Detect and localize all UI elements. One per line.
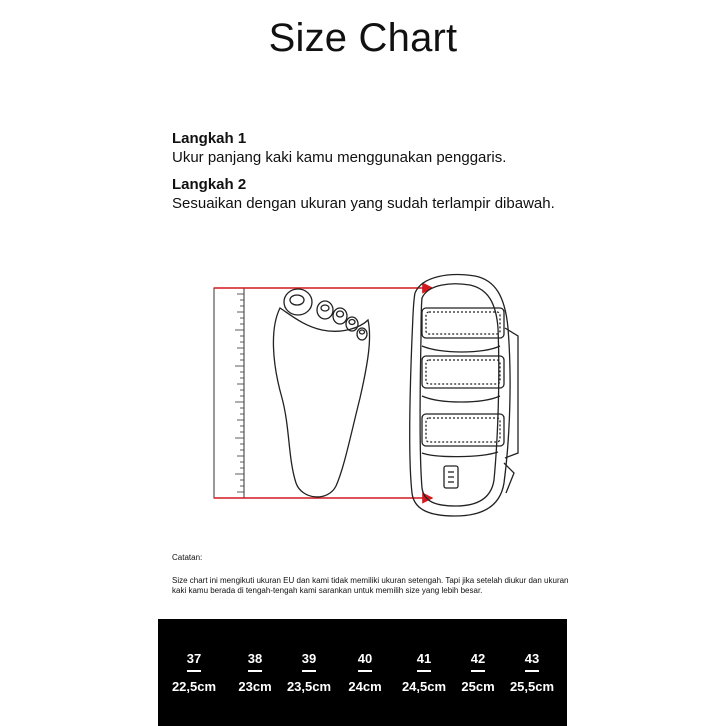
size-col-42	[448, 651, 508, 695]
size-cm: 25,5cm	[509, 679, 555, 694]
size-col-37	[164, 651, 224, 695]
size-col-39	[279, 651, 339, 695]
size-cm: 24cm	[348, 679, 382, 694]
divider	[417, 670, 431, 672]
size-eu: 43	[524, 651, 540, 666]
divider	[471, 670, 485, 672]
size-eu: 41	[416, 651, 432, 666]
size-eu: 42	[470, 651, 486, 666]
ruler-icon	[214, 288, 244, 498]
size-cm: 24,5cm	[401, 679, 447, 694]
size-col-38	[225, 651, 285, 695]
notes-body: Size chart ini mengikuti ukuran EU dan kami tidak memiliki ukuran setengah. Tapi jika setelah diukur dan ukuran kaki kamu berada di tengah-tengah kami sarankan untuk memilih size yang lebih besar.	[172, 576, 569, 595]
divider	[187, 670, 201, 672]
page-title: Size Chart	[268, 16, 458, 60]
size-cm: 23cm	[238, 679, 272, 694]
size-eu: 38	[247, 651, 263, 666]
divider	[248, 670, 262, 672]
step-2-heading: Langkah 2	[172, 176, 247, 193]
measurement-illustration	[200, 268, 530, 523]
arrow-icon	[214, 288, 432, 498]
size-cm: 23,5cm	[286, 679, 332, 694]
size-col-41	[394, 651, 454, 695]
size-eu: 37	[186, 651, 202, 666]
divider	[302, 670, 316, 672]
step-1-text: Ukur panjang kaki kamu menggunakan penggaris.	[172, 149, 507, 166]
size-col-43	[502, 651, 562, 695]
size-col-40	[335, 651, 395, 695]
step-1-heading: Langkah 1	[172, 130, 247, 147]
notes	[172, 553, 572, 596]
instructions	[172, 130, 632, 222]
divider	[525, 670, 539, 672]
size-eu: 39	[301, 651, 317, 666]
sandal-icon	[410, 275, 518, 516]
divider	[358, 670, 372, 672]
size-cm: 22,5cm	[171, 679, 217, 694]
notes-heading: Catatan:	[172, 553, 203, 562]
step-2-text: Sesuaikan dengan ukuran yang sudah terlampir dibawah.	[172, 195, 555, 212]
foot-outline-icon	[273, 289, 369, 497]
size-table	[158, 619, 567, 726]
size-eu: 40	[357, 651, 373, 666]
size-cm: 25cm	[461, 679, 495, 694]
